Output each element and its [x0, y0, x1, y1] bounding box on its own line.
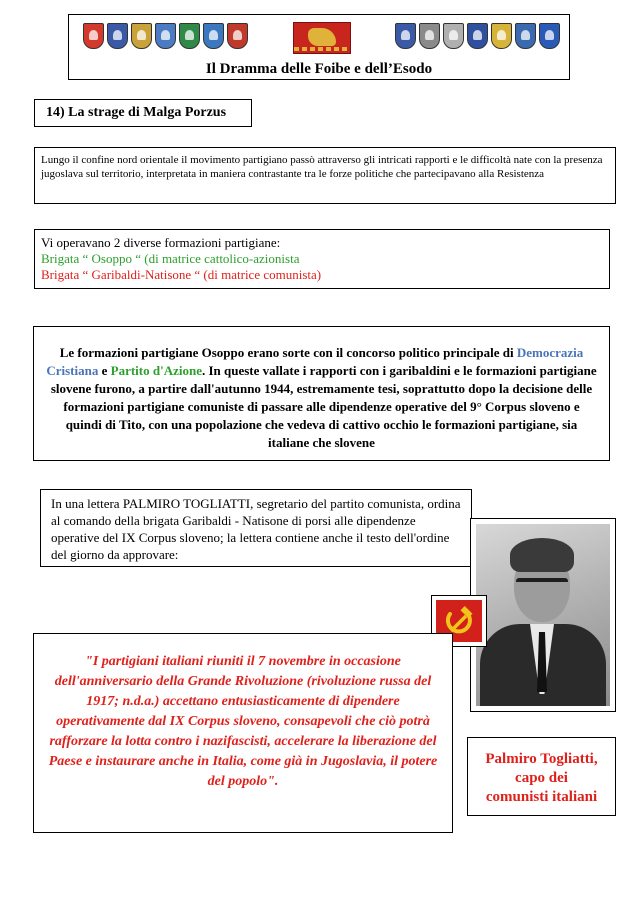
osoppo-paragraph [33, 326, 610, 461]
brigata-osoppo: Brigata “ Osoppo “ (di matrice cattolico-azionista [41, 251, 300, 266]
brigata-garibaldi: Brigata “ Garibaldi-Natisone “ (di matrice comunista) [41, 267, 322, 282]
header-banner [68, 14, 570, 80]
democrazia-cristiana-label: Democrazia Cristiana [46, 345, 584, 378]
crest-icon [515, 23, 536, 49]
formations-lead: Vi operavano 2 diverse formazioni partigiane: [41, 235, 281, 250]
page-title: Il Dramma delle Foibe e dell’Esodo [205, 61, 433, 77]
crest-icon [203, 23, 224, 49]
photo-caption [467, 737, 616, 816]
crest-icon [107, 23, 128, 49]
togliatti-photo [470, 518, 616, 712]
crests-right [395, 23, 560, 49]
formations-box [34, 229, 610, 289]
letter-paragraph: In una lettera PALMIRO TOGLIATTI, segretario del partito comunista, ordina al comando della brigata Garibaldi - Natisone di porsi alle dipendenze operative del IX Corpus sloveno; la lettera contiene anche il testo dell'ordine del giorno da approvare: [40, 489, 472, 567]
caption-line-3: comunisti italiani [485, 789, 598, 805]
crest-icon [539, 23, 560, 49]
crest-icon [83, 23, 104, 49]
crest-icon [443, 23, 464, 49]
crest-icon [155, 23, 176, 49]
crest-icon [467, 23, 488, 49]
crests-left [83, 23, 248, 49]
quote-box: "I partigiani italiani riuniti il 7 novembre in occasione dell'anniversario della Grande Rivoluzione (rivoluzione russa del 1917; n.d.a.) accettano entusiasticamente di dipendere operativamente dal IX Corpus sloveno, consapevoli che ciò potrà rafforzare la lotta contro i nazifascisti, accelerare la liberazione del Paese e instaurare anche in Italia, come già in Jugoslavia, il potere del popolo". [33, 633, 453, 833]
crest-icon [419, 23, 440, 49]
osoppo-text-and: e [98, 363, 111, 378]
section-title: 14) La strage di Malga Porzus [34, 99, 252, 127]
osoppo-text-1: Le formazioni partigiane Osoppo erano sorte con il concorso politico principale di [59, 345, 517, 360]
caption-line-1: Palmiro Togliatti, [485, 751, 598, 767]
portrait-image [476, 524, 610, 706]
partito-azione-label: Partito d'Azione [110, 363, 202, 378]
osoppo-text-2: . In queste vallate i rapporti con i garibaldini e le formazioni partigiane slovene furono, a partire dall'autunno 1944, estremamente tesi, soprattutto dopo la decisione delle formazioni partigiane comuniste di passare alle dipendenze operative del 9° Corpus sloveno e quindi di Tito, con una popolazione che vedeva di cattivo occhio le formazioni partigiane, sia italiane che slovene [50, 363, 597, 450]
crest-icon [395, 23, 416, 49]
crest-icon [227, 23, 248, 49]
venetian-flag-icon [293, 22, 351, 54]
crest-icon [491, 23, 512, 49]
crest-icon [131, 23, 152, 49]
crest-icon [179, 23, 200, 49]
intro-paragraph: Lungo il confine nord orientale il movimento partigiano passò attraverso gli intricati rapporti e le difficoltà nate con la presenza jugoslava sul territorio, interpretata in maniera contrastante tra le forze politiche che partecipavano alla Resistenza [34, 147, 616, 204]
caption-line-2: capo dei [515, 770, 568, 786]
